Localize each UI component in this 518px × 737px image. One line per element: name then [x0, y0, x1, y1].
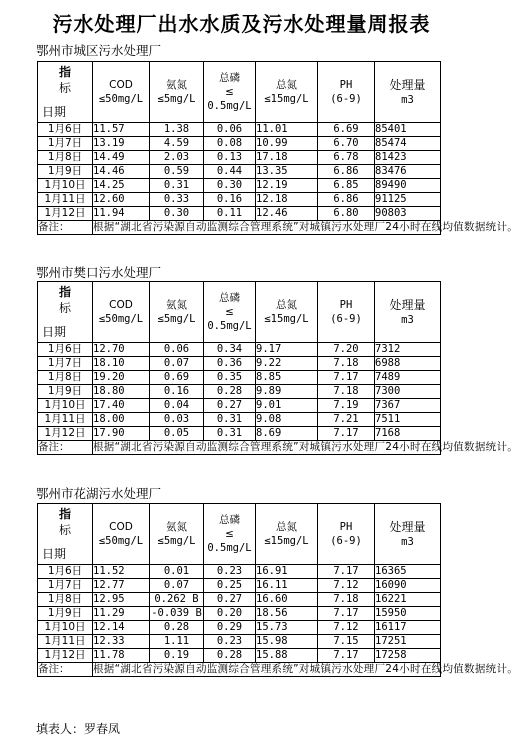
ph-cell: 6.86 [318, 165, 375, 179]
nh3n-cell: 0.04 [150, 399, 204, 413]
ph-cell: 7.19 [318, 399, 375, 413]
section-title-chengqu: 鄂州市城区污水处理厂 [36, 43, 162, 58]
ph-cell: 7.15 [318, 635, 375, 649]
header-nh3n: 氨氮 ≤5mg/L [150, 62, 204, 123]
nh3n-cell: 0.07 [150, 357, 204, 371]
cod-cell: 18.80 [93, 385, 150, 399]
volume-cell: 85474 [375, 137, 441, 151]
nh3n-cell: 0.33 [150, 193, 204, 207]
ph-cell: 6.69 [318, 123, 375, 137]
ph-cell: 6.86 [318, 193, 375, 207]
tn-cell: 9.22 [256, 357, 318, 371]
cod-cell: 12.14 [93, 621, 150, 635]
header-riqi: 日期 [42, 325, 67, 339]
nh3n-cell: 0.30 [150, 207, 204, 221]
section-title-fankou: 鄂州市樊口污水处理厂 [36, 265, 162, 280]
date-cell: 1月7日 [38, 137, 93, 151]
volume-cell: 16365 [375, 565, 441, 579]
header-date-index [38, 504, 93, 565]
note-label: 备注： [38, 663, 93, 677]
table-row [38, 635, 441, 649]
table-row [38, 649, 441, 663]
date-cell: 1月10日 [38, 399, 93, 413]
header-tp: 总磷 ≤ 0.5mg/L [204, 504, 256, 565]
tn-cell: 9.08 [256, 413, 318, 427]
table-row [38, 193, 441, 207]
tn-cell: 18.56 [256, 607, 318, 621]
header-biao: 标 [58, 81, 71, 95]
nh3n-cell: 0.05 [150, 427, 204, 441]
tn-cell: 16.91 [256, 565, 318, 579]
table-row [38, 621, 441, 635]
nh3n-cell: -0.039 B [151, 607, 202, 619]
tn-cell: 15.98 [256, 635, 318, 649]
tn-cell: 16.60 [256, 593, 318, 607]
ph-cell: 6.85 [318, 179, 375, 193]
header-tn: 总氮 ≤15mg/L [256, 504, 318, 565]
volume-cell: 7511 [375, 413, 441, 427]
table-row [38, 427, 441, 441]
header-biao: 标 [58, 301, 71, 315]
table-row [38, 179, 441, 193]
header-row [38, 62, 441, 123]
tn-cell: 11.01 [256, 123, 318, 137]
header-ph: PH (6-9) [318, 282, 375, 343]
volume-cell: 7367 [375, 399, 441, 413]
tn-cell: 16.11 [256, 579, 318, 593]
report-table-fankou [37, 281, 518, 455]
tp-cell: 0.28 [204, 649, 256, 663]
header-row [38, 282, 441, 343]
table-row [38, 371, 441, 385]
nh3n-cell: 0.01 [150, 565, 204, 579]
cod-cell: 12.95 [93, 593, 150, 607]
date-cell: 1月10日 [38, 179, 93, 193]
tn-cell: 12.19 [256, 179, 318, 193]
table-row [38, 593, 441, 607]
tp-cell: 0.08 [204, 137, 256, 151]
table-row [38, 151, 441, 165]
header-cod: COD ≤50mg/L [93, 282, 150, 343]
nh3n-cell: 0.262 B [150, 593, 204, 607]
ph-cell: 7.12 [318, 579, 375, 593]
tp-cell: 0.31 [204, 413, 256, 427]
table-row [38, 165, 441, 179]
tn-cell: 12.46 [256, 207, 318, 221]
tp-cell: 0.25 [204, 579, 256, 593]
section-title-huahu: 鄂州市花湖污水处理厂 [36, 486, 162, 501]
date-cell: 1月8日 [38, 151, 93, 165]
nh3n-cell: 0.19 [150, 649, 204, 663]
nh3n-cell: 0.03 [150, 413, 204, 427]
table-row [38, 565, 441, 579]
header-tp: 总磷 ≤ 0.5mg/L [204, 282, 256, 343]
note-row [38, 663, 441, 677]
volume-cell: 7300 [375, 385, 441, 399]
volume-cell: 16117 [375, 621, 441, 635]
tn-cell: 8.69 [256, 427, 318, 441]
tp-cell: 0.13 [204, 151, 256, 165]
volume-cell: 91125 [375, 193, 441, 207]
volume-cell: 81423 [375, 151, 441, 165]
header-tn: 总氮 ≤15mg/L [256, 282, 318, 343]
header-zhi: 指 [58, 507, 71, 521]
ph-cell: 7.18 [318, 357, 375, 371]
header-row [38, 504, 441, 565]
date-cell: 1月9日 [38, 385, 93, 399]
cod-cell: 12.33 [93, 635, 150, 649]
tn-cell: 9.17 [256, 343, 318, 357]
cod-cell: 13.19 [93, 137, 150, 151]
ph-cell: 6.70 [318, 137, 375, 151]
volume-cell: 7168 [375, 427, 441, 441]
tn-cell: 15.88 [256, 649, 318, 663]
tp-cell: 0.30 [204, 179, 256, 193]
date-cell: 1月12日 [38, 207, 93, 221]
nh3n-cell: 0.07 [150, 579, 204, 593]
cod-cell: 12.60 [93, 193, 150, 207]
nh3n-cell: 0.16 [150, 385, 204, 399]
note-text: 根据“湖北省污染源自动监测综合管理系统”对城镇污水处理厂24小时在线均值数据统计。 [93, 221, 518, 233]
date-cell: 1月7日 [38, 357, 93, 371]
date-cell: 1月12日 [38, 427, 93, 441]
header-biao: 标 [58, 523, 71, 537]
report-table-chengqu [37, 61, 518, 235]
tp-cell: 0.44 [204, 165, 256, 179]
header-zhi: 指 [58, 285, 71, 299]
tn-cell: 12.18 [256, 193, 318, 207]
cod-cell: 14.49 [93, 151, 150, 165]
date-cell: 1月6日 [38, 343, 93, 357]
table-row [38, 385, 441, 399]
ph-cell: 7.17 [318, 371, 375, 385]
ph-cell: 7.17 [318, 427, 375, 441]
note-label: 备注： [38, 441, 93, 455]
volume-cell: 85401 [375, 123, 441, 137]
nh3n-cell: 4.59 [150, 137, 204, 151]
header-zhi: 指 [58, 65, 71, 79]
date-cell: 1月11日 [38, 193, 93, 207]
nh3n-cell: 1.38 [150, 123, 204, 137]
cod-cell: 18.00 [93, 413, 150, 427]
ph-cell: 7.12 [318, 621, 375, 635]
header-riqi: 日期 [42, 547, 67, 561]
table-row [38, 357, 441, 371]
volume-cell: 7312 [375, 343, 441, 357]
header-date-index [38, 282, 93, 343]
report-table-huahu [37, 503, 518, 677]
table-row [38, 579, 441, 593]
tp-cell: 0.20 [204, 607, 256, 621]
header-riqi: 日期 [42, 105, 67, 119]
ph-cell: 7.17 [318, 649, 375, 663]
date-cell: 1月8日 [38, 371, 93, 385]
header-ph: PH (6-9) [318, 62, 375, 123]
date-cell: 1月9日 [38, 165, 93, 179]
volume-cell: 17258 [375, 649, 441, 663]
cod-cell: 11.29 [93, 607, 150, 621]
date-cell: 1月11日 [38, 635, 93, 649]
header-cod: COD ≤50mg/L [93, 62, 150, 123]
volume-cell: 83476 [375, 165, 441, 179]
nh3n-cell: 0.06 [150, 343, 204, 357]
page-title: 污水处理厂出水水质及污水处理量周报表 [52, 12, 431, 36]
tn-cell: 9.01 [256, 399, 318, 413]
tn-cell: 13.35 [256, 165, 318, 179]
date-cell: 1月6日 [38, 565, 93, 579]
date-cell: 1月10日 [38, 621, 93, 635]
cod-cell: 11.78 [93, 649, 150, 663]
table-row [38, 399, 441, 413]
volume-cell: 6988 [375, 357, 441, 371]
tp-cell: 0.35 [204, 371, 256, 385]
ph-cell: 7.18 [318, 593, 375, 607]
nh3n-cell: 0.28 [150, 621, 204, 635]
tp-cell: 0.34 [204, 343, 256, 357]
note-row [38, 441, 441, 455]
cod-cell: 11.52 [93, 565, 150, 579]
note-row [38, 221, 441, 235]
tn-cell: 17.18 [256, 151, 318, 165]
header-nh3n: 氨氮 ≤5mg/L [150, 282, 204, 343]
date-cell: 1月12日 [38, 649, 93, 663]
ph-cell: 7.20 [318, 343, 375, 357]
header-volume: 处理量 m3 [375, 62, 441, 123]
volume-cell: 15950 [375, 607, 441, 621]
tn-cell: 9.89 [256, 385, 318, 399]
nh3n-cell: 0.59 [150, 165, 204, 179]
tp-cell: 0.28 [204, 385, 256, 399]
nh3n-cell: 0.69 [150, 371, 204, 385]
note-text: 根据“湖北省污染源自动监测综合管理系统”对城镇污水处理厂24小时在线均值数据统计。 [93, 663, 518, 675]
table-row [38, 413, 441, 427]
header-volume: 处理量 m3 [375, 504, 441, 565]
nh3n-cell: 1.11 [150, 635, 204, 649]
cod-cell: 19.20 [93, 371, 150, 385]
tp-cell: 0.27 [204, 593, 256, 607]
tp-cell: 0.36 [204, 357, 256, 371]
date-cell: 1月6日 [38, 123, 93, 137]
tp-cell: 0.16 [204, 193, 256, 207]
ph-cell: 7.21 [318, 413, 375, 427]
volume-cell: 17251 [375, 635, 441, 649]
volume-cell: 7489 [375, 371, 441, 385]
date-cell: 1月7日 [38, 579, 93, 593]
ph-cell: 7.17 [318, 565, 375, 579]
cod-cell: 12.77 [93, 579, 150, 593]
table-row [38, 607, 441, 621]
table-row [38, 207, 441, 221]
tp-cell: 0.31 [204, 427, 256, 441]
tp-cell: 0.23 [204, 635, 256, 649]
cod-cell: 14.25 [93, 179, 150, 193]
tp-cell: 0.06 [204, 123, 256, 137]
ph-cell: 6.78 [318, 151, 375, 165]
tn-cell: 10.99 [256, 137, 318, 151]
table-row [38, 137, 441, 151]
tn-cell: 8.85 [256, 371, 318, 385]
filler-name: 填表人：罗春凤 [36, 722, 121, 736]
date-cell: 1月8日 [38, 593, 93, 607]
ph-cell: 7.18 [318, 385, 375, 399]
header-tn: 总氮 ≤15mg/L [256, 62, 318, 123]
ph-cell: 7.17 [318, 607, 375, 621]
cod-cell: 11.57 [93, 123, 150, 137]
header-nh3n: 氨氮 ≤5mg/L [150, 504, 204, 565]
note-label: 备注： [38, 221, 93, 235]
volume-cell: 16090 [375, 579, 441, 593]
header-tp: 总磷 ≤ 0.5mg/L [204, 62, 256, 123]
date-cell: 1月11日 [38, 413, 93, 427]
tp-cell: 0.23 [204, 565, 256, 579]
table-row [38, 343, 441, 357]
header-date-index [38, 62, 93, 123]
cod-cell: 17.90 [93, 427, 150, 441]
header-cod: COD ≤50mg/L [93, 504, 150, 565]
tp-cell: 0.11 [204, 207, 256, 221]
header-ph: PH (6-9) [318, 504, 375, 565]
cod-cell: 17.40 [93, 399, 150, 413]
nh3n-cell: 0.31 [150, 179, 204, 193]
header-volume: 处理量 m3 [375, 282, 441, 343]
date-cell: 1月9日 [38, 607, 93, 621]
cod-cell: 18.10 [93, 357, 150, 371]
volume-cell: 89490 [375, 179, 441, 193]
volume-cell: 90803 [375, 207, 441, 221]
table-row [38, 123, 441, 137]
cod-cell: 12.70 [93, 343, 150, 357]
tp-cell: 0.29 [204, 621, 256, 635]
note-text: 根据“湖北省污染源自动监测综合管理系统”对城镇污水处理厂24小时在线均值数据统计。 [93, 441, 518, 453]
tp-cell: 0.27 [204, 399, 256, 413]
cod-cell: 14.46 [93, 165, 150, 179]
volume-cell: 16221 [375, 593, 441, 607]
ph-cell: 6.80 [318, 207, 375, 221]
cod-cell: 11.94 [93, 207, 150, 221]
tn-cell: 15.73 [256, 621, 318, 635]
nh3n-cell: 2.03 [150, 151, 204, 165]
